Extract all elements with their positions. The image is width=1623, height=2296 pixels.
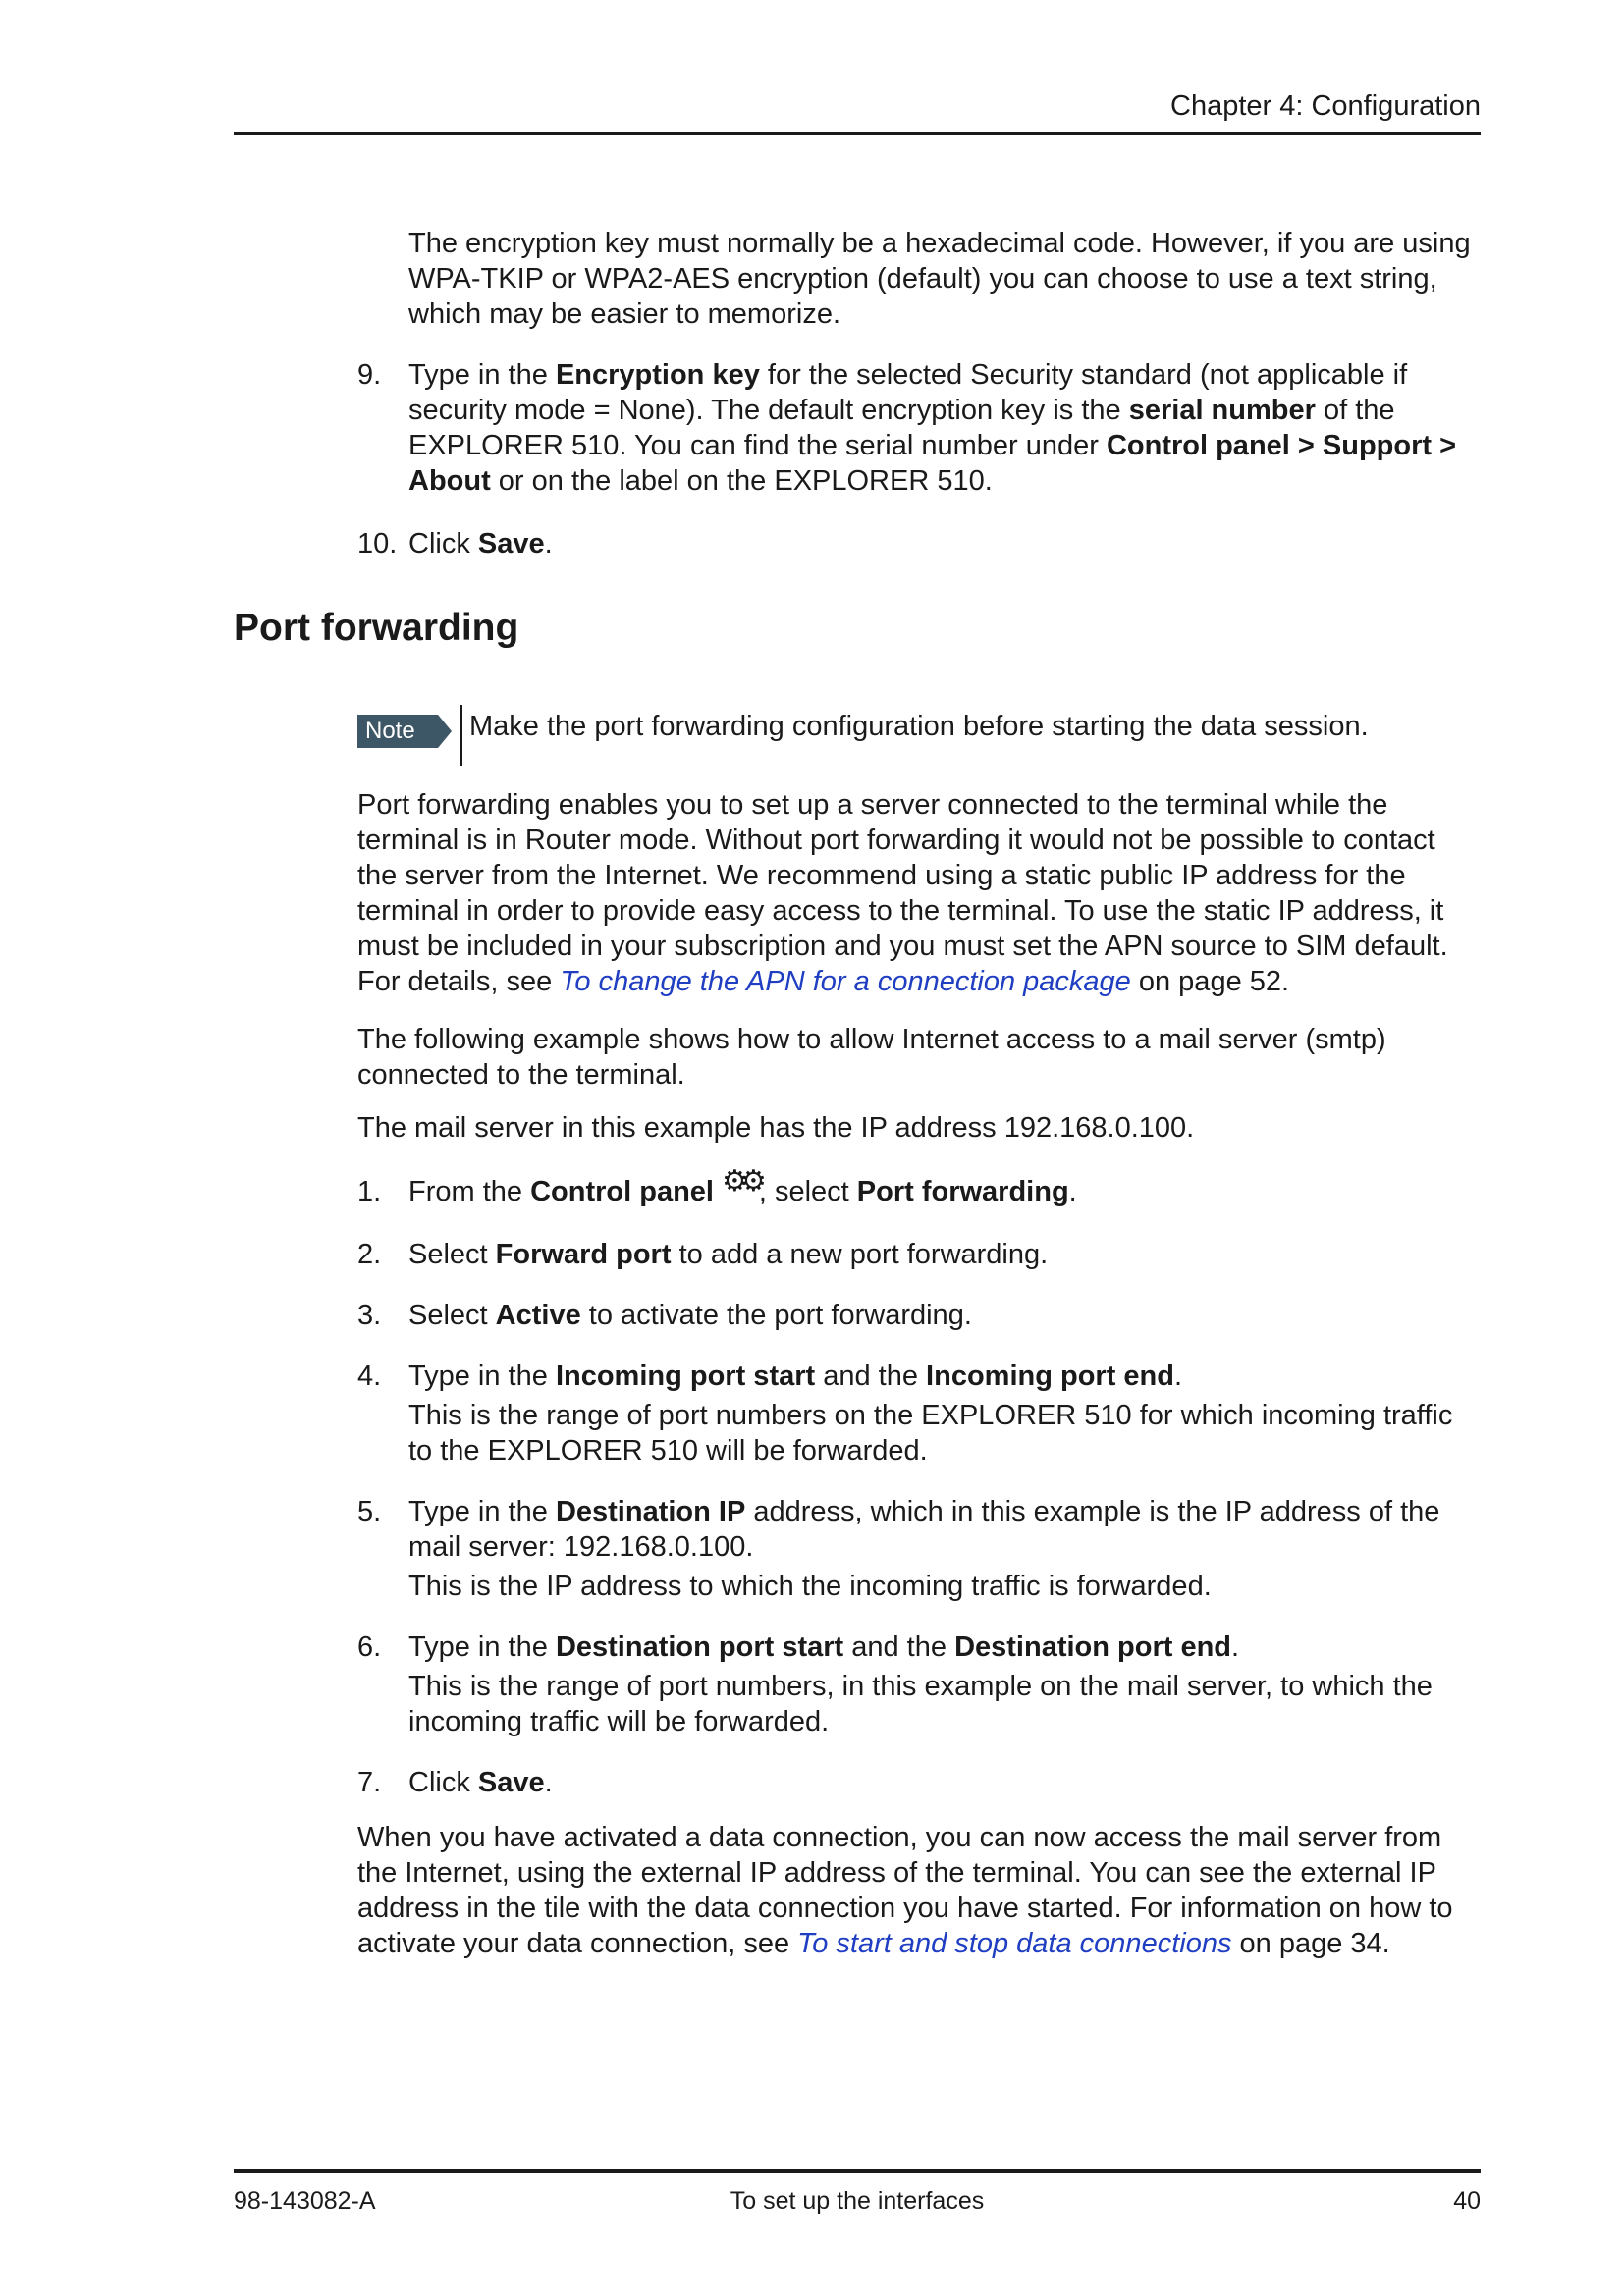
data-connections-link[interactable]: To start and stop data connections	[797, 1928, 1232, 1959]
step-4	[357, 1359, 1483, 1468]
section-heading: Port forwarding	[234, 607, 519, 649]
note-text: Make the port forwarding configuration before starting the data session.	[469, 711, 1369, 742]
step-detail: This is the range of port numbers on the EXPLORER 510 for which incoming traffic to the EXPLORER 510 will be forwarded.	[408, 1400, 1453, 1467]
step-7	[357, 1765, 1483, 1800]
step-5	[357, 1494, 1483, 1604]
note-divider	[460, 705, 462, 766]
step-number: 4.	[357, 1361, 382, 1392]
step-text: Type in the Encryption key for the selected Security standard (not applicable if security mode = None). The default encryption key is the serial number of the EXPLORER 510. You can find the serial number under Control panel > Support > About or on the label on the EXPLORER 510.	[408, 359, 1457, 497]
step-text: Click Save.	[408, 1767, 553, 1798]
encryption-key-label: Encryption key	[555, 359, 760, 391]
step-text: Select Forward port to add a new port forwarding.	[408, 1239, 1049, 1270]
step-3	[357, 1298, 1483, 1333]
footer-section: To set up the interfaces	[730, 2187, 985, 2215]
incoming-port-end-label: Incoming port end	[926, 1361, 1174, 1392]
active-label: Active	[495, 1300, 581, 1331]
note-box	[357, 703, 1483, 766]
control-panel-label: Control panel	[530, 1176, 714, 1207]
step-number: 2.	[357, 1239, 382, 1270]
step-text: Select Active to activate the port forwarding.	[408, 1300, 972, 1331]
incoming-port-start-label: Incoming port start	[555, 1361, 816, 1392]
chapter-title: Chapter 4: Configuration	[1170, 90, 1481, 122]
step-number: 6.	[357, 1631, 382, 1663]
save-label: Save	[477, 1767, 545, 1798]
page-header	[234, 88, 1481, 135]
step-6	[357, 1629, 1483, 1739]
gear-icon: ⚙⚙	[722, 1165, 759, 1198]
destination-ip-label: Destination IP	[555, 1496, 746, 1527]
example-paragraph: The following example shows how to allow Internet access to a mail server (smtp) connected to the terminal.	[357, 1024, 1386, 1091]
save-label: Save	[477, 528, 545, 560]
page-number: 40	[1453, 2187, 1481, 2215]
step-text: From the Control panel ⚙⚙, select Port forwarding.	[408, 1165, 1077, 1207]
menu-path: Control panel > Support > About	[408, 430, 1457, 497]
step-1	[357, 1165, 1483, 1209]
step-10	[357, 526, 1483, 561]
step-9	[357, 357, 1483, 499]
step-number: 10.	[357, 528, 398, 560]
forward-port-label: Forward port	[495, 1239, 672, 1270]
port-forwarding-label: Port forwarding	[856, 1176, 1069, 1207]
serial-number-label: serial number	[1128, 395, 1316, 426]
step-number: 5.	[357, 1496, 382, 1527]
intro-paragraph: The encryption key must normally be a hexadecimal code. However, if you are using WPA-TKIP or WPA2-AES encryption (default) you can choose to use a text string, which may be easier to memorize.	[408, 228, 1471, 330]
document-id: 98-143082-A	[234, 2187, 376, 2215]
step-number: 1.	[357, 1176, 382, 1207]
step-number: 3.	[357, 1300, 382, 1331]
closing-paragraph: When you have activated a data connection, you can now access the mail server from the Internet, using the external IP address of the terminal. You can see the external IP address in the tile with the data connection you have started. For information on how to activate your data connection, see To start and stop data connections on page 34.	[357, 1822, 1453, 1959]
step-number: 9.	[357, 359, 382, 391]
port-forwarding-intro: Port forwarding enables you to set up a server connected to the terminal while the terminal is in Router mode. Without port forwarding it would not be possible to contact the server from the Internet. We recommend using a static public IP address for the terminal in order to provide easy access to the terminal. To use the static IP address, it must be included in your subscription and you must set the APN source to SIM default. For details, see To change the APN for a connection package on page 52.	[357, 789, 1448, 997]
ip-paragraph: The mail server in this example has the IP address 192.168.0.100.	[357, 1112, 1195, 1144]
step-detail: This is the range of port numbers, in this example on the mail server, to which the incoming traffic will be forwarded.	[408, 1671, 1433, 1737]
apn-link[interactable]: To change the APN for a connection package	[560, 966, 1131, 997]
step-text: Type in the Destination port start and the Destination port end.	[408, 1631, 1240, 1663]
page-footer	[234, 2169, 1481, 2213]
step-text: Type in the Destination IP address, which in this example is the IP address of the mail server: 192.168.0.100.	[408, 1496, 1440, 1563]
step-number: 7.	[357, 1767, 382, 1798]
note-badge: Note	[357, 715, 438, 748]
step-detail: This is the IP address to which the incoming traffic is forwarded.	[408, 1571, 1212, 1602]
destination-port-start-label: Destination port start	[555, 1631, 844, 1663]
step-2	[357, 1237, 1483, 1272]
step-text: Click Save.	[408, 528, 553, 560]
step-text: Type in the Incoming port start and the Incoming port end.	[408, 1361, 1183, 1392]
destination-port-end-label: Destination port end	[954, 1631, 1232, 1663]
